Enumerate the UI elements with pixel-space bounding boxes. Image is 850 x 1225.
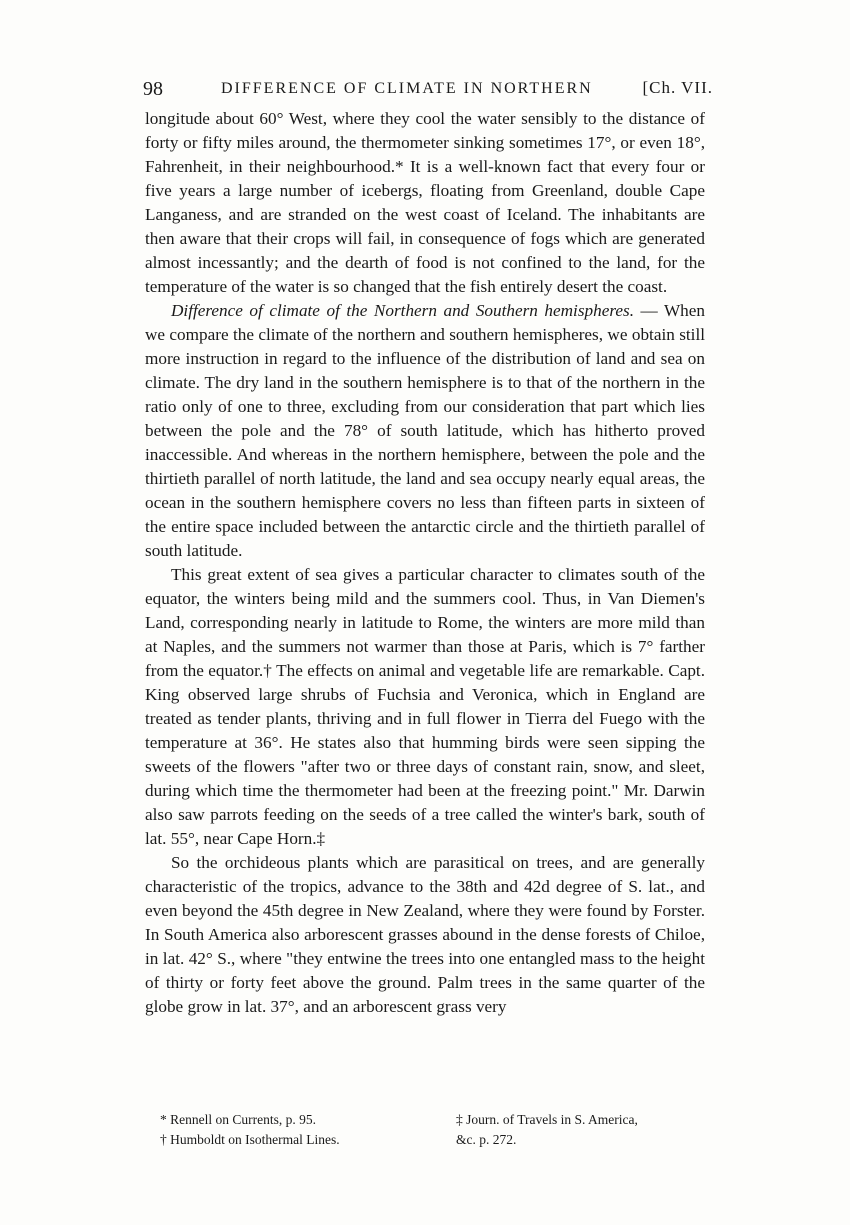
footnote-3-line-2: &c. p. 272. — [456, 1132, 517, 1147]
paragraph-3: This great extent of sea gives a particular character to climates south of the equator, the winters being mild and the summers cool. Thus, in Van Diemen's Land, corresponding nearly in latitude to Rome, the winters are more mild than at Naples, and the summers not warmer than those at Paris, which is 7° farther from the equator.† The effects on animal and vegetable life are remarkable. Capt. King observed large shrubs of Fuchsia and Veronica, which in England are treated as tender plants, thriving and in full flower in Tierra del Fuego with the temperature at 36°. He states also that humming birds were seen sipping the sweets of the flowers "after two or three days of constant rain, snow, and sleet, during which time the thermometer had been at the freezing point." Mr. Darwin also saw parrots feeding on the seeds of a tree called the winter's bark, south of lat. 55°, near Cape Horn.‡ — [145, 565, 705, 848]
footnote-2: † Humboldt on Isothermal Lines. — [160, 1132, 340, 1147]
paragraph-4: So the orchideous plants which are parasitical on trees, and are generally characteristic of the tropics, advance to the 38th and 42d degree of S. lat., and even beyond the 45th degree in New Zealand, where they were found by Forster. In South America also arborescent grasses abound in the dense forests of Chiloe, in lat. 42° S., where "they entwine the trees into one entangled mass to the height of thirty or forty feet above the ground. Palm trees in the same quarter of the globe grow in lat. 37°, and an arborescent grass very — [145, 853, 705, 1016]
footnote-1: * Rennell on Currents, p. 95. — [160, 1112, 316, 1127]
footnotes-right — [456, 1110, 706, 1150]
chapter-label: [Ch. VII. — [642, 78, 713, 97]
footnotes-left — [160, 1110, 430, 1150]
paragraph-1: longitude about 60° West, where they cool the water sensibly to the distance of forty or fifty miles around, the thermometer sinking sometimes 17°, or even 18°, Fahrenheit, in their neighbourhood.* It is a well-known fact that every four or five years a large number of icebergs, floating from Greenland, double Cape Langaness, and are stranded on the west coast of Iceland. The inhabitants are then aware that their crops will fail, in consequence of fogs which are generated almost incessantly; and the dearth of food is not confined to the land, for the temperature of the water is so changed that the fish entirely desert the coast. — [145, 109, 705, 296]
paragraph-2 — [145, 299, 705, 563]
footnote-3-line-1: ‡ Journ. of Travels in S. America, — [456, 1112, 638, 1127]
running-title: DIFFERENCE OF CLIMATE IN NORTHERN — [221, 80, 593, 97]
section-heading: Difference of climate of the Northern and Southern hemispheres. — [171, 301, 634, 320]
page-header — [143, 78, 713, 108]
paragraph-2-text: — When we compare the climate of the northern and southern hemispheres, we obtain still more instruction in regard to the influence of the distribution of land and sea on climate. The dry land in the southern hemisphere is to that of the northern in the ratio only of one to three, excluding from our consideration that part which lies between the pole and the 78° of south latitude, which has hitherto proved inaccessible. And whereas in the northern hemisphere, between the pole and the thirtieth parallel of north latitude, the land and sea occupy nearly equal areas, the ocean in the southern hemisphere covers no less than fifteen parts in sixteen of the entire space included between the antarctic circle and the thirtieth parallel of south latitude. — [145, 301, 705, 560]
page-number: 98 — [143, 78, 163, 100]
body-text — [145, 107, 705, 1019]
